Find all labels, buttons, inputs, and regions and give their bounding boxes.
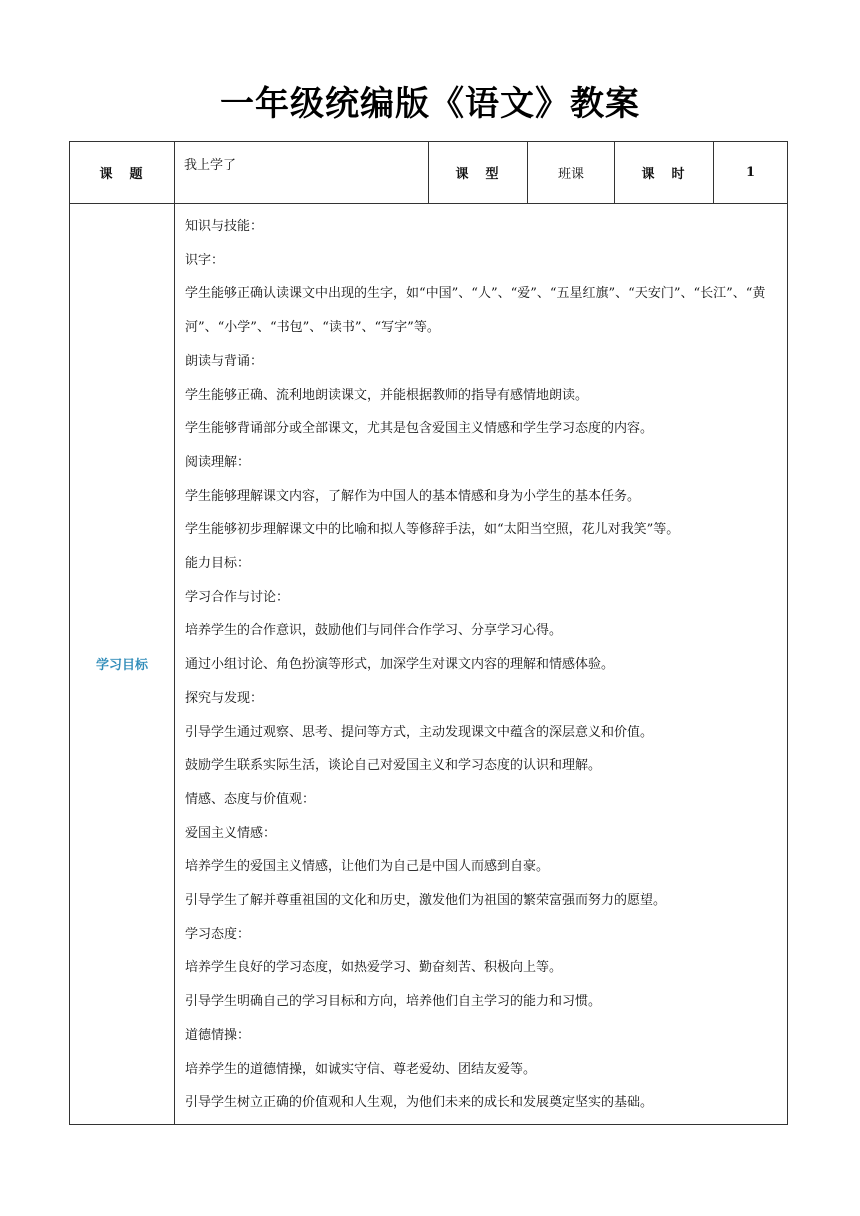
goal-line: 学生能够初步理解课文中的比喻和拟人等修辞手法，如“太阳当空照，花儿对我笑”等。	[185, 522, 680, 538]
course-label: 课 题	[70, 142, 175, 204]
goal-line: 学习合作与讨论：	[185, 589, 290, 605]
goal-line: 学习态度：	[185, 926, 251, 942]
goal-line: 引导学生树立正确的价值观和人生观，为他们未来的成长和发展奠定坚实的基础。	[185, 1095, 654, 1111]
goal-line: 培养学生的爱国主义情感，让他们为自己是中国人而感到自豪。	[185, 859, 550, 875]
hours-value: 1	[714, 142, 788, 204]
goals-content	[175, 204, 788, 1125]
goal-line: 情感、态度与价值观：	[185, 791, 316, 807]
goals-label: 学习目标	[70, 204, 175, 1125]
goal-line: 鼓励学生联系实际生活，谈论自己对爱国主义和学习态度的认识和理解。	[185, 758, 602, 774]
header-row	[70, 142, 788, 204]
goal-line: 引导学生了解并尊重祖国的文化和历史，激发他们为祖国的繁荣富强而努力的愿望。	[185, 893, 667, 909]
lesson-plan-table	[69, 141, 788, 1125]
goal-line: 学生能够理解课文内容，了解作为中国人的基本情感和身为小学生的基本任务。	[185, 488, 641, 504]
goal-line: 知识与技能：	[185, 219, 264, 234]
course-value: 我上学了	[175, 142, 429, 204]
goal-line: 引导学生通过观察、思考、提问等方式，主动发现课文中蕴含的深层意义和价值。	[185, 724, 654, 740]
goal-line: 爱国主义情感：	[185, 825, 277, 841]
goal-line: 朗读与背诵：	[185, 353, 264, 369]
type-label: 课 型	[429, 142, 528, 204]
type-value: 班课	[528, 142, 615, 204]
goal-line: 阅读理解：	[185, 454, 251, 470]
page-title: 一年级统编版《语文》教案	[220, 84, 640, 124]
goal-line: 引导学生明确自己的学习目标和方向，培养他们自主学习的能力和习惯。	[185, 994, 602, 1010]
goal-line: 培养学生的道德情操，如诚实守信、尊老爱幼、团结友爱等。	[185, 1061, 537, 1077]
goal-line: 能力目标：	[185, 556, 251, 572]
goal-line: 培养学生的合作意识，鼓励他们与同伴合作学习、分享学习心得。	[185, 623, 563, 639]
goal-line: 识字：	[185, 252, 225, 268]
goal-line: 通过小组讨论、角色扮演等形式，加深学生对课文内容的理解和情感体验。	[185, 657, 615, 673]
hours-label: 课 时	[615, 142, 714, 204]
goal-line: 学生能够正确认读课文中出现的生字，如“中国”、“人”、“爱”、“五星红旗”、“天安门”、“长江”、“黄河”、“小学”、“书包”、“读书”、“写字”等。	[185, 286, 766, 336]
goal-line: 学生能够正确、流利地朗读课文，并能根据教师的指导有感情地朗读。	[185, 387, 589, 403]
goal-line: 学生能够背诵部分或全部课文，尤其是包含爱国主义情感和学生学习态度的内容。	[185, 421, 654, 437]
goals-row	[70, 204, 788, 1125]
goal-line: 道德情操：	[185, 1027, 251, 1043]
goal-line: 培养学生良好的学习态度，如热爱学习、勤奋刻苦、积极向上等。	[185, 960, 563, 976]
goal-line: 探究与发现：	[185, 690, 264, 706]
